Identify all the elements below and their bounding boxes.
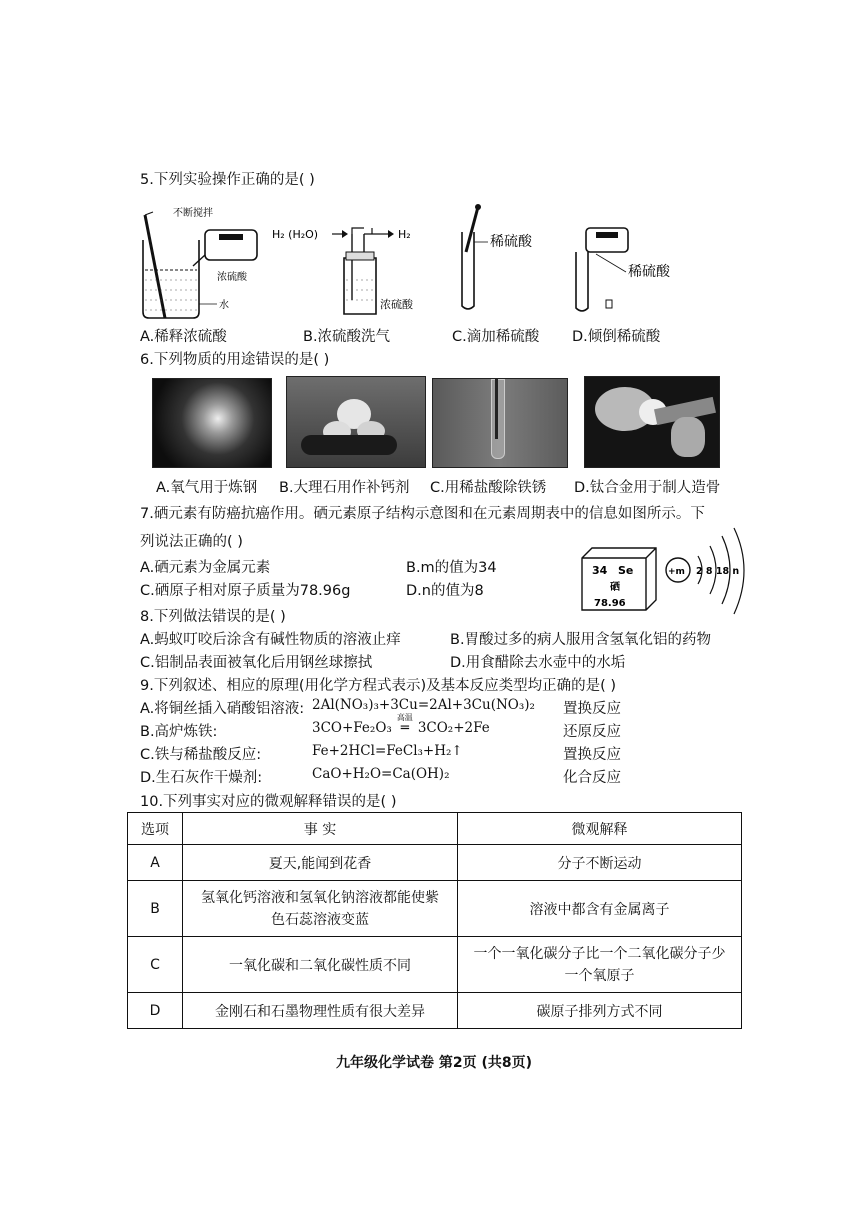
q9-row-b-eq-right: 3CO₂+2Fe <box>417 720 490 736</box>
atom-structure-figure <box>662 526 762 622</box>
q9-row-c-eq: Fe+2HCl=FeCl₃+H₂↑ <box>312 743 463 759</box>
q10-stem: 10.下列事实对应的微观解释错误的是( ) <box>140 794 397 810</box>
q9-row-d-desc: D.生石灰作干燥剂: <box>140 770 263 786</box>
q9-row-b-eq-arrow: 高温 ═ <box>392 720 418 736</box>
q8-option-b: B.胃酸过多的病人服用含氢氧化铝的药物 <box>450 632 712 648</box>
q9-row-b-eq <box>312 713 490 736</box>
label-stir: 不断搅拌 <box>173 208 213 219</box>
q9-row-a-eq: 2Al(NO₃)₃+3Cu=2Al+3Cu(NO₃)₂ <box>312 697 535 713</box>
q6-option-b: B.大理石用作补钙剂 <box>279 480 410 496</box>
q9-row-b-type: 还原反应 <box>563 724 621 740</box>
label-dilute-acid-d: 稀硫酸 <box>628 264 670 280</box>
q5-option-a: A.稀释浓硫酸 <box>140 329 227 345</box>
q6-option-a: A.氧气用于炼钢 <box>156 480 258 496</box>
q9-row-d-type: 化合反应 <box>563 770 621 786</box>
q6-option-d: D.钛合金用于制人造骨 <box>574 480 721 496</box>
row-b-option: B <box>128 881 183 937</box>
row-d-option: D <box>128 993 183 1029</box>
nucleus-label: +m <box>668 567 685 577</box>
glass-rod-icon <box>145 215 165 318</box>
dilution-figure <box>135 200 270 325</box>
label-gas-in: H₂ (H₂O) <box>272 228 319 241</box>
q9-row-d-eq: CaO+H₂O=Ca(OH)₂ <box>312 766 450 782</box>
q9-row-c-desc: C.铁与稀盐酸反应: <box>140 747 262 763</box>
row-c-fact: 一氧化碳和二氧化碳性质不同 <box>183 937 458 993</box>
element-name: 硒 <box>610 582 620 593</box>
q8-option-c: C.铝制品表面被氧化后用钢丝球擦拭 <box>140 655 373 671</box>
element-cell-figure <box>578 544 660 614</box>
table-row <box>128 845 742 881</box>
q7-option-b: B.m的值为34 <box>406 560 497 576</box>
q5-stem: 5.下列实验操作正确的是( ) <box>140 172 315 188</box>
shell-label: 2 8 18 n <box>696 566 740 577</box>
table-row <box>128 937 742 993</box>
q7-option-c: C.硒原子相对原子质量为78.96g <box>140 583 351 599</box>
label-dilute-acid-c: 稀硫酸 <box>490 234 532 250</box>
row-b-explain: 溶液中都含有金属离子 <box>458 881 742 937</box>
row-d-explain: 碳原子排列方式不同 <box>458 993 742 1029</box>
reagent-bottle-icon <box>586 228 628 252</box>
label-water: 水 <box>219 300 229 311</box>
row-a-explain: 分子不断运动 <box>458 845 742 881</box>
q9-row-a-type: 置换反应 <box>563 701 621 717</box>
header-option: 选项 <box>128 813 183 845</box>
row-a-fact: 夏天,能闻到花香 <box>183 845 458 881</box>
q7-option-a: A.硒元素为金属元素 <box>140 560 271 576</box>
q7-option-d: D.n的值为8 <box>406 583 484 599</box>
table-row <box>128 993 742 1029</box>
row-b-fact: 氢氧化钙溶液和氢氧化钠溶液都能使紫色石蕊溶液变蓝 <box>183 881 458 937</box>
q9-row-a-desc: A.将铜丝插入硝酸铝溶液: <box>140 701 305 717</box>
q6-option-c: C.用稀盐酸除铁锈 <box>430 480 547 496</box>
dropping-figure <box>452 202 562 314</box>
element-number: 34 <box>592 564 608 577</box>
header-fact: 事 实 <box>183 813 458 845</box>
label-gas-out: H₂ <box>398 228 411 241</box>
row-c-option: C <box>128 937 183 993</box>
label-acid: 浓硫酸 <box>217 272 247 283</box>
photo-artificial-bone <box>584 376 720 468</box>
q5-option-c: C.滴加稀硫酸 <box>452 329 540 345</box>
q9-row-b-desc: B.高炉炼铁: <box>140 724 218 740</box>
photo-marble-mortar <box>286 376 426 468</box>
gas-bottle-icon <box>344 258 376 314</box>
q8-option-d: D.用食醋除去水壶中的水垢 <box>450 655 626 671</box>
q5-option-d: D.倾倒稀硫酸 <box>572 329 661 345</box>
q7-stem-line1: 7.硒元素有防癌抗癌作用。硒元素原子结构示意图和在元素周期表中的信息如图所示。下 <box>140 506 705 522</box>
q9-row-b-eq-left: 3CO+Fe₂O₃ <box>312 720 392 736</box>
q10-table <box>127 812 742 1029</box>
table-header-row <box>128 813 742 845</box>
photo-rust-removal <box>432 378 568 468</box>
element-symbol: Se <box>618 564 634 577</box>
q5-option-b: B.浓硫酸洗气 <box>303 329 391 345</box>
q9-stem: 9.下列叙述、相应的原理(用化学方程式表示)及基本反应类型均正确的是( ) <box>140 678 617 694</box>
element-mass: 78.96 <box>594 598 626 609</box>
q8-option-a: A.蚂蚁叮咬后涂含有碱性物质的溶液止痒 <box>140 632 401 648</box>
row-d-fact: 金刚石和石墨物理性质有很大差异 <box>183 993 458 1029</box>
dropper-icon <box>466 207 478 252</box>
page-footer: 九年级化学试卷 第2页 (共8页) <box>335 1055 533 1071</box>
q6-stem: 6.下列物质的用途错误的是( ) <box>140 352 330 368</box>
header-explain: 微观解释 <box>458 813 742 845</box>
gas-washing-figure <box>272 220 432 320</box>
photo-steelmaking <box>152 378 272 468</box>
q9-row-b-eq-cond: 高温 <box>396 713 413 722</box>
pouring-figure <box>568 222 688 314</box>
q8-stem: 8.下列做法错误的是( ) <box>140 609 286 625</box>
row-c-explain: 一个一氧化碳分子比一个二氧化碳分子少一个氧原子 <box>458 937 742 993</box>
q9-row-c-type: 置换反应 <box>563 747 621 763</box>
row-a-option: A <box>128 845 183 881</box>
table-row <box>128 881 742 937</box>
label-conc-acid: 浓硫酸 <box>380 298 413 311</box>
q7-stem-line2: 列说法正确的( ) <box>140 534 243 550</box>
